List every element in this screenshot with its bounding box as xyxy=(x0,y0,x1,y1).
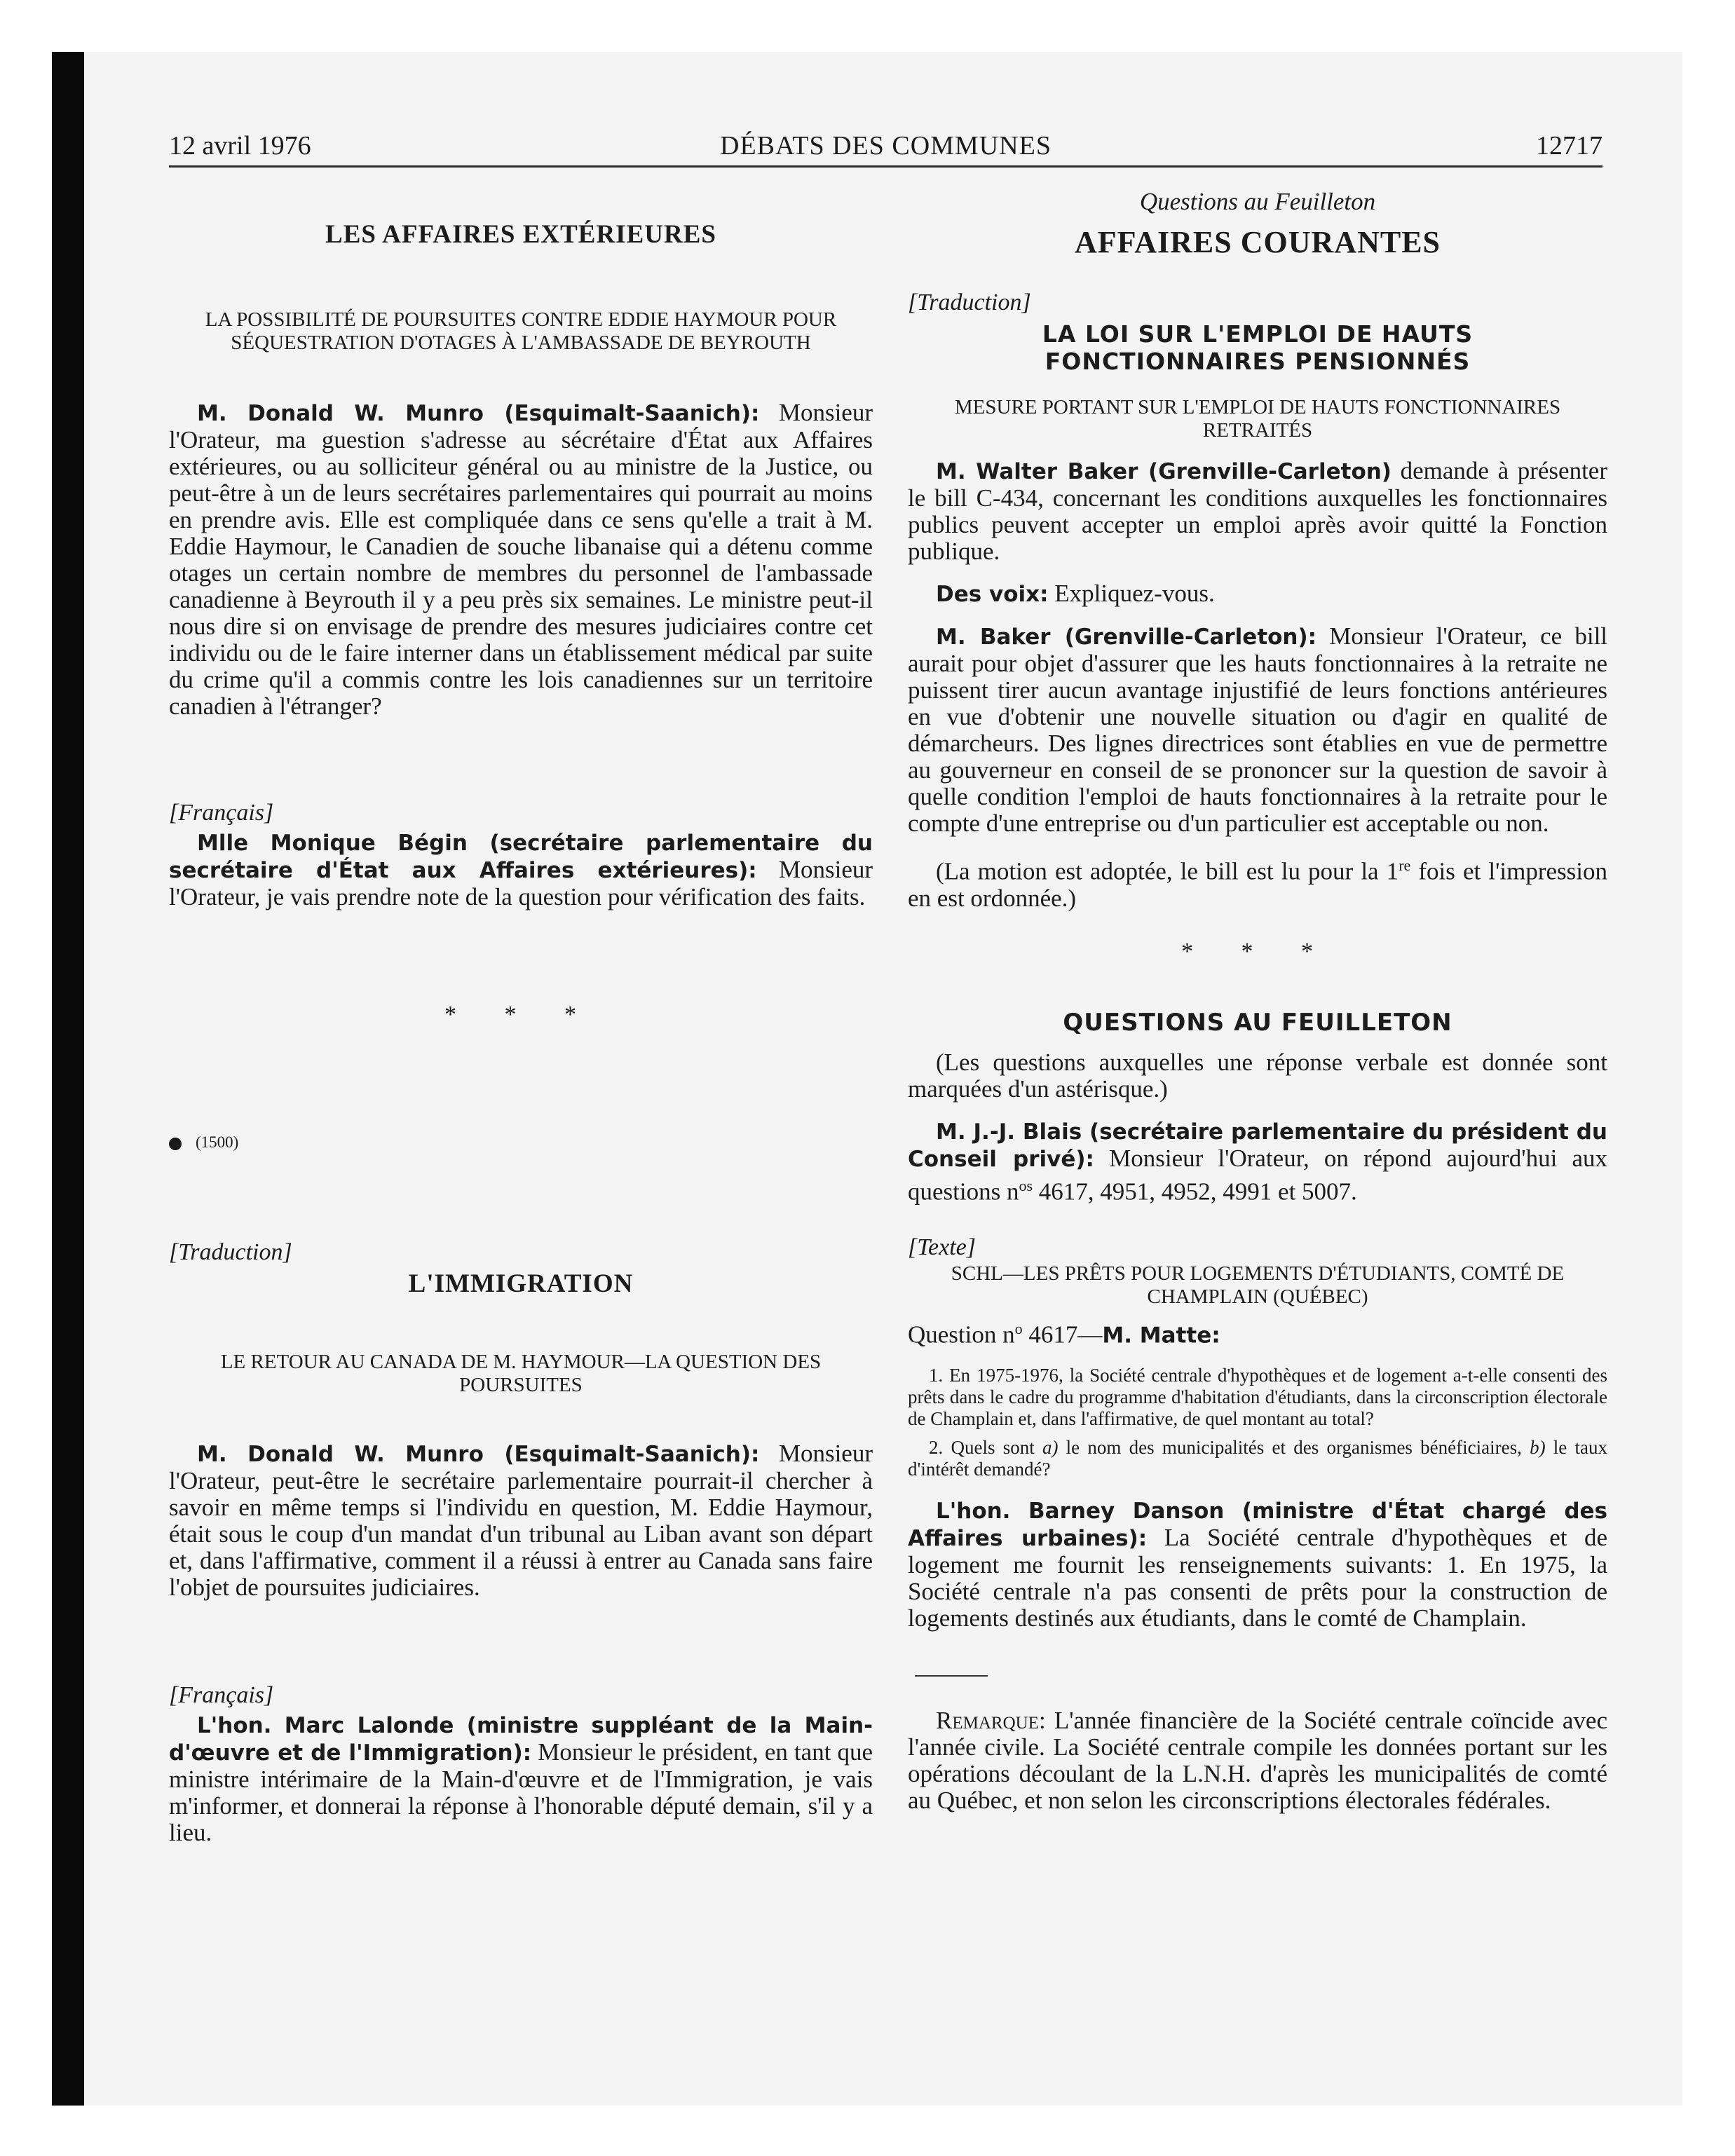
speaker-baker: M. Walter Baker (Grenville-Carleton) xyxy=(936,459,1392,484)
running-kicker: Questions au Feuilleton xyxy=(1139,188,1376,215)
page-header xyxy=(169,126,1603,168)
paragraph-baker-1 xyxy=(908,458,1607,565)
language-tag: [Traduction] xyxy=(169,1239,292,1265)
speech-text: Monsieur l'Orateur, je vais prendre note de la question pour vérification des faits. xyxy=(169,856,873,910)
language-tag: [Français] xyxy=(169,800,274,826)
section-separator: * * * xyxy=(1181,938,1334,964)
question-item-1: 1. En 1975-1976, la Société centrale d'hypothèques et de logement a-t-elle consenti des prêts dans le cadre du programme d'habitation d'étudiants, dans la circonscription électorale de Champlain et, dans l'affirmative, de quel montant au total? xyxy=(908,1364,1607,1429)
section-title-loi-emploi: LA LOI SUR L'EMPLOI DE HAUTS FONCTIONNAIRES PENSIONNÉS xyxy=(1042,320,1474,375)
speech-text: (La motion est adoptée, le bill est lu pour la 1 xyxy=(936,857,1399,885)
paragraph-munro-1 xyxy=(169,400,873,720)
question-text: 2. Quels sont xyxy=(929,1436,1042,1458)
paragraph-lalonde xyxy=(169,1712,873,1846)
remarque-label: Remarque: xyxy=(936,1706,1046,1734)
paragraph-baker-2 xyxy=(908,623,1607,837)
paragraph-motion xyxy=(908,852,1607,912)
speaker-blais: M. J.-J. Blais (secrétaire parlementaire du président du Conseil privé): xyxy=(908,1119,1607,1172)
question-text: le nom des municipalités et des organismes bénéficiaires, xyxy=(1058,1436,1530,1458)
section-separator: * * * xyxy=(444,1002,597,1028)
paragraph-blais xyxy=(908,1118,1607,1206)
paragraph-note-asterisque: (Les questions auxquelles une réponse verbale est donnée sont marquées d'un astérisque.) xyxy=(908,1048,1607,1103)
speech-text: 4617, 4951, 4952, 4991 et 5007. xyxy=(1033,1178,1357,1206)
speech-text: Monsieur l'Orateur, ma guestion s'adresse au sécrétaire d'État aux Affaires extérieures, ou au solliciteur général ou au ministre de la Justice, ou peut-être à un de leurs secrétaires parlementaires qui pourrait au moins en prendre avis. Elle est compliquée dans ce sens qu'elle a trait à M. Eddie Haymour, le Canadien de souche libanaise qui a détenu comme otages un certain nombre de membres du personnel de l'ambassade canadienne à Beyrouth il y a peu près six semaines. Le ministre peut-il nous dire si on envisage de prendre des mesures judiciaires contre cet individu ou de le faire interner dans un établissement médical par suite du crime qu'il a commis contre les lois canadiennes sur un territoire canadien à l'étranger? xyxy=(169,399,873,720)
speech-text: Monsieur l'Orateur, on répond aujourd'hui aux questions n xyxy=(908,1144,1608,1206)
subheading-mesure: MESURE PORTANT SUR L'EMPLOI DE HAUTS FONCTIONNAIRES RETRAITÉS xyxy=(954,396,1561,442)
subheading-haymour: LA POSSIBILITÉ DE POURSUITES CONTRE EDDIE HAYMOUR POUR SÉQUESTRATION D'OTAGES À L'AMBASSADE DE BEYROUTH xyxy=(205,308,837,354)
left-column xyxy=(169,188,873,1846)
speech-text: Monsieur l'Orateur, ce bill aurait pour objet d'assurer que les hauts fonctionnaires à la retraite ne puissent tirer aucun avantage injustifié de leurs fonctions antérieures en vue d'obtenir une nouvelle situation ou d'agir en qualité de démarcheurs. Des lignes directrices sont établies en vue de permettre au gouverneur en conseil de se prononcer sur la question de savoir à quelle condition l'emploi de hauts fonctionnaires à la retraite pour le compte d'une entreprise ou d'un particulier est acceptable ou non. xyxy=(908,622,1608,837)
speaker-munro: M. Donald W. Munro (Esquimalt-Saanich): xyxy=(197,401,760,426)
language-tag: [Français] xyxy=(169,1682,274,1708)
subheading-retour-haymour: LE RETOUR AU CANADA DE M. HAYMOUR—LA QUESTION DES POURSUITES xyxy=(220,1351,822,1396)
footnote-rule xyxy=(915,1675,988,1677)
speech-text: La Société centrale d'hypothèques et de logement me fournit les renseignements suivants: 1. En 1975, la Société centrale n'a pas consenti de prêts pour la construction de logements destinés aux étudiants, dans le comté de Champlain. xyxy=(908,1523,1608,1632)
question-label: Question n xyxy=(908,1321,1015,1349)
bullet-icon xyxy=(169,1138,182,1150)
header-page-number: 12717 xyxy=(1536,131,1603,161)
speech-text: Expliquez-vous. xyxy=(1054,580,1215,607)
right-column xyxy=(908,188,1607,1814)
speaker-matte: M. Matte: xyxy=(1102,1323,1220,1349)
speech-text: Monsieur l'Orateur, peut-être le secrétaire parlementaire pourrait-il chercher à savoir en même temps si l'individu en question, M. Eddie Haymour, était sous le coup d'un mandat d'un tribunal au Liban avant son départ et, dans l'affirmative, comment il a réussi à entrer au Canada sans faire l'objet de poursuites judiciaires. xyxy=(169,1440,873,1601)
superscript: o xyxy=(1014,1320,1023,1338)
speech-text: Monsieur le président, en tant que ministre intérimaire de la Main-d'œuvre et de l'Immigration, je vais m'informer, et donnerai la réponse à l'honorable député demain, s'il y a lieu. xyxy=(169,1738,873,1846)
paragraph-remarque xyxy=(908,1707,1607,1814)
header-date: 12 avril 1976 xyxy=(169,131,311,161)
speaker-begin: Mlle Monique Bégin (secrétaire parlementaire du secrétaire d'État aux Affaires extérieures): xyxy=(169,831,873,883)
remarque-text: L'année financière de la Société centrale coïncide avec l'année civile. La Société centrale compile les données portant sur les opérations découlant de la L.N.H. d'après les municipalités de comté au Québec, et non selon les circonscriptions électorales fédérales. xyxy=(908,1706,1608,1814)
header-title: DÉBATS DES COMMUNES xyxy=(720,131,1052,161)
language-tag: [Traduction] xyxy=(908,289,1031,315)
paragraph-begin xyxy=(169,829,873,910)
speaker-baker: M. Baker (Grenville-Carleton): xyxy=(936,625,1317,650)
question-heading xyxy=(908,1320,1607,1349)
question-number: 4617— xyxy=(1022,1321,1103,1349)
speaker-lalonde: L'hon. Marc Lalonde (ministre suppléant de la Main-d'œuvre et de l'Immigration): xyxy=(169,1713,873,1766)
section-title-immigration: L'IMMIGRATION xyxy=(408,1269,634,1298)
question-text: le taux d'intérêt demandé? xyxy=(908,1436,1607,1480)
language-tag: [Texte] xyxy=(908,1234,976,1261)
section-title-questions-feuilleton: QUESTIONS AU FEUILLETON xyxy=(1063,1008,1452,1037)
section-title-affaires-exterieures: LES AFFAIRES EXTÉRIEURES xyxy=(325,220,716,249)
speaker-danson: L'hon. Barney Danson (ministre d'État chargé des Affaires urbaines): xyxy=(908,1498,1607,1551)
scan-edge xyxy=(52,52,84,2106)
question-letter: b) xyxy=(1530,1436,1546,1458)
superscript: os xyxy=(1019,1176,1033,1194)
speech-text: demande à présenter le bill C-434, concernant les conditions auxquelles les fonctionnaires publics peuvent accepter un emploi après avoir quitté la Fonction publique. xyxy=(908,457,1608,565)
speech-text: fois et l'impression en est ordonnée.) xyxy=(908,857,1607,912)
speaker-voix: Des voix: xyxy=(936,582,1049,607)
superscript: re xyxy=(1399,857,1411,874)
subheading-schl: SCHL—LES PRÊTS POUR LOGEMENTS D'ÉTUDIANTS, COMTÉ DE CHAMPLAIN (QUÉBEC) xyxy=(951,1262,1565,1309)
question-item-2 xyxy=(908,1437,1607,1480)
time-marker xyxy=(169,1133,873,1152)
time-marker-text: (1500) xyxy=(196,1133,239,1151)
speaker-munro: M. Donald W. Munro (Esquimalt-Saanich): xyxy=(197,1442,760,1467)
paragraph-danson xyxy=(908,1497,1607,1632)
section-title-affaires-courantes: AFFAIRES COURANTES xyxy=(1074,225,1441,259)
paragraph-voix xyxy=(908,580,1607,608)
question-letter: a) xyxy=(1042,1436,1059,1458)
paragraph-munro-2 xyxy=(169,1440,873,1601)
